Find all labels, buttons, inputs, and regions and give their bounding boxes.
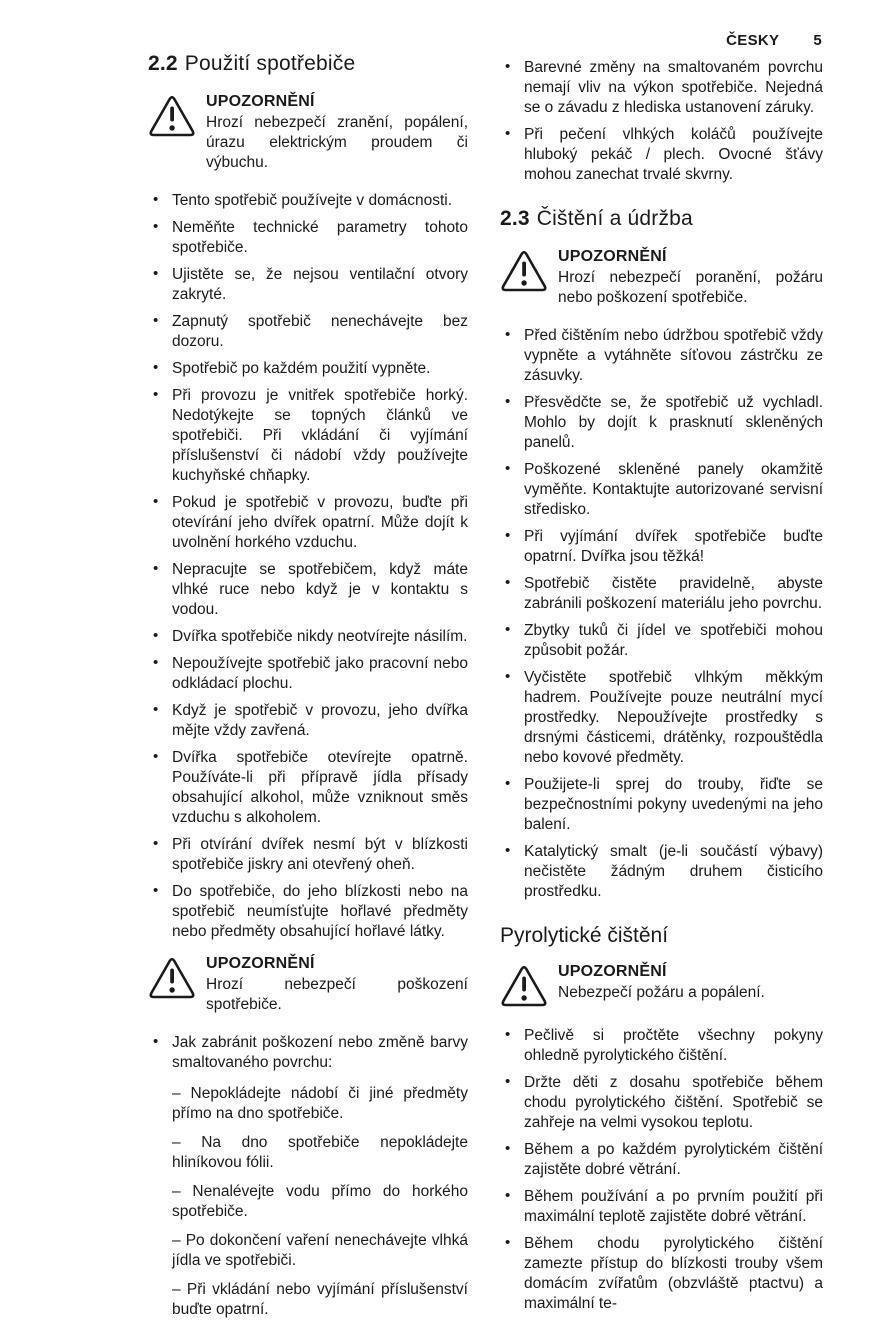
warning-box-pyro: [500, 962, 823, 1008]
pyrolytic-heading: Pyrolytické čištění: [500, 924, 669, 947]
section-title: Čištění a údržba: [536, 207, 693, 230]
warning-text: Nebezpečí požáru a popálení.: [558, 984, 765, 1001]
left-column: [148, 52, 468, 1329]
list-item: [500, 1073, 823, 1133]
list-item-text: Vyčistěte spotřebič vlhkým měkkým hadrem. Používejte pouze neutrální mycí prostředky. Nepoužívejte prostředky s drsnými částicemi, drátěnky, rozpouštědla nebo kovové předměty.: [524, 669, 823, 766]
list-item-text: Spotřebič čistěte pravidelně, abyste zabránili poškození materiálu jeho povrchu.: [524, 575, 823, 612]
warning-title: UPOZORNĚNÍ: [558, 248, 667, 265]
list-item: [500, 1187, 823, 1227]
list-item: [148, 386, 468, 486]
list-item: [148, 882, 468, 942]
section-number: 2.3: [500, 207, 530, 230]
list-item-text: Držte děti z dosahu spotřebiče během chodu pyrolytického čištění. Spotřebič se zahřeje na velmi vysokou teplotu.: [524, 1074, 823, 1131]
list-item: [500, 775, 823, 835]
list-item-text: Spotřebič po každém použití vypněte.: [172, 360, 431, 377]
list-item: [148, 701, 468, 741]
sub-list-item: – Na dno spotřebiče nepokládejte hliníkovou fólii.: [172, 1134, 468, 1171]
list-item: [148, 265, 468, 305]
list-item: [500, 574, 823, 614]
warning-box-damage: [148, 954, 468, 1015]
list-item: [500, 1234, 823, 1314]
list-item-text: Při vyjímání dvířek spotřebiče buďte opatrní. Dvířka jsou těžká!: [524, 528, 823, 565]
list-item: [148, 627, 468, 647]
list-item: [148, 191, 468, 211]
list-item: [148, 359, 468, 379]
list-item: [148, 748, 468, 828]
warning-text: Hrozí nebezpečí zranění, popálení, úrazu elektrickým proudem či výbuchu.: [206, 114, 468, 171]
list-item: [500, 842, 823, 902]
list-item: [500, 460, 823, 520]
pyrolytic-list: [500, 1026, 823, 1314]
list-item: [148, 312, 468, 352]
list-item-text: Před čištěním nebo údržbou spotřebič vždy vypněte a vytáhněte síťovou zástrčku ze zásuvky.: [524, 327, 823, 384]
warning-title: UPOZORNĚNÍ: [206, 955, 315, 972]
sub-list-item: – Po dokončení vaření nenechávejte vlhká jídla ve spotřebiči.: [172, 1232, 468, 1269]
list-item: [500, 393, 823, 453]
list-item-text: Barevné změny na smaltovaném povrchu nemají vliv na výkon spotřebiče. Nejedná se o závadu z hlediska ustanovení záruky.: [524, 59, 823, 116]
list-item: [500, 326, 823, 386]
warning-body: [558, 247, 823, 308]
page-header: [500, 32, 822, 49]
list-item-text: Při otvírání dvířek nesmí být v blízkosti spotřebiče jiskry ani otevřený oheň.: [172, 836, 468, 873]
list-item-text: Poškozené skleněné panely okamžitě vyměňte. Kontaktujte autorizované servisní středisko.: [524, 461, 823, 518]
list-item-text: Ujistěte se, že nejsou ventilační otvory zakryté.: [172, 266, 468, 303]
warning-body: [206, 954, 468, 1015]
list-item-text: Dvířka spotřebiče otevírejte opatrně. Používáte-li při přípravě jídla přísady obsahující alkohol, může vzniknout směs vzduchu s alkoholem.: [172, 749, 468, 826]
section-heading-2-2: [148, 52, 468, 76]
list-item-text: Pokud je spotřebič v provozu, buďte při otevírání jeho dvířek opatrní. Může dojít k uvolnění horkého vzduchu.: [172, 494, 468, 551]
list-item: [500, 1140, 823, 1180]
list-item-text: Tento spotřebič používejte v domácnosti.: [172, 192, 453, 209]
list-item-text: Nepracujte se spotřebičem, když máte vlhké ruce nebo když je v kontaktu s vodou.: [172, 561, 468, 618]
warning-text: Hrozí nebezpečí poškození spotřebiče.: [206, 976, 468, 1013]
list-item: [148, 835, 468, 875]
list-item: [500, 621, 823, 661]
list-item-text: Použijete-li sprej do trouby, řiďte se bezpečnostními pokyny uvedenými na jeho balení.: [524, 776, 823, 833]
section-title: Použití spotřebiče: [184, 52, 356, 75]
list-item-text: Zapnutý spotřebič nenechávejte bez dozoru.: [172, 313, 468, 350]
list-item: [148, 654, 468, 694]
list-item: [148, 1033, 468, 1073]
list-item: [148, 560, 468, 620]
list-item-text: Přesvědčte se, že spotřebič už vychladl. Mohlo by dojít k prasknutí skleněných panelů.: [524, 394, 823, 451]
list-item: [500, 668, 823, 768]
list-item: [500, 58, 823, 118]
list-item-text: Dvířka spotřebiče nikdy neotvírejte násilím.: [172, 628, 468, 645]
list-item-text: Během a po každém pyrolytickém čištění zajistěte dobré větrání.: [524, 1141, 823, 1178]
warning-triangle-icon: [500, 964, 548, 1008]
list-item-text: Do spotřebiče, do jeho blízkosti nebo na spotřebič neumísťujte hořlavé předměty nebo předměty obsahující hořlavé látky.: [172, 883, 468, 940]
section-number: 2.2: [148, 52, 178, 75]
warning-triangle-icon: [148, 956, 196, 1000]
list-item-text: Pečlivě si pročtěte všechny pokyny ohledně pyrolytického čištění.: [524, 1027, 823, 1064]
list-item: [148, 218, 468, 258]
enamel-notes-list: [500, 58, 823, 185]
section-heading-2-3: [500, 207, 823, 231]
list-item-text: Nepoužívejte spotřebič jako pracovní nebo odkládací plochu.: [172, 655, 468, 692]
warning-title: UPOZORNĚNÍ: [558, 963, 667, 980]
warning-triangle-icon: [148, 94, 196, 138]
list-item: [500, 527, 823, 567]
list-item-text: Během chodu pyrolytického čištění zamezte přístup do blízkosti trouby všem domácím zvířatům (obzvláště ptactvu) a maximální te-: [524, 1235, 823, 1312]
list-item-text: Během používání a po prvním použití při maximální teplotě zajistěte dobré větrání.: [524, 1188, 823, 1225]
list-item: [500, 125, 823, 185]
warning-triangle-icon: [500, 249, 548, 293]
list-item-text: Zbytky tuků či jídel ve spotřebiči mohou způsobit požár.: [524, 622, 823, 659]
list-item-text: Při pečení vlhkých koláčů používejte hluboký pekáč / plech. Ovocné šťávy mohou zanechat trvalé skvrny.: [524, 126, 823, 183]
safety-use-list: [148, 191, 468, 942]
page-number: 5: [813, 32, 822, 49]
sub-list-item: – Při vkládání nebo vyjímání příslušenství buďte opatrní.: [172, 1281, 468, 1318]
warning-body: [558, 962, 765, 1003]
sub-list-item: – Nepokládejte nádobí či jiné předměty přímo na dno spotřebiče.: [172, 1085, 468, 1122]
cleaning-list: [500, 326, 823, 902]
sub-list-item: – Nenalévejte vodu přímo do horkého spotřebiče.: [172, 1183, 468, 1220]
list-item-text: Neměňte technické parametry tohoto spotřebiče.: [172, 219, 468, 256]
list-item-text: Katalytický smalt (je-li součástí výbavy) nečistěte žádným druhem čisticího prostředku.: [524, 843, 823, 900]
warning-body: [206, 92, 468, 173]
language-label: ČESKY: [726, 32, 780, 49]
right-column: [500, 58, 823, 1321]
list-item: [500, 1026, 823, 1066]
damage-prevention-list: [148, 1033, 468, 1320]
warning-box-use: [148, 92, 468, 173]
warning-title: UPOZORNĚNÍ: [206, 93, 315, 110]
list-item-text: Při provozu je vnitřek spotřebiče horký. Nedotýkejte se topných článků ve spotřebiči. Při vkládání či vyjímání příslušenství či nádobí vždy používejte kuchyňské chňapky.: [172, 387, 468, 484]
list-item: [148, 493, 468, 553]
list-item-text: Jak zabránit poškození nebo změně barvy smaltovaného povrchu:: [172, 1034, 468, 1071]
warning-box-clean: [500, 247, 823, 308]
list-item-text: Když je spotřebič v provozu, jeho dvířka mějte vždy zavřená.: [172, 702, 468, 739]
warning-text: Hrozí nebezpečí poranění, požáru nebo poškození spotřebiče.: [558, 269, 823, 306]
